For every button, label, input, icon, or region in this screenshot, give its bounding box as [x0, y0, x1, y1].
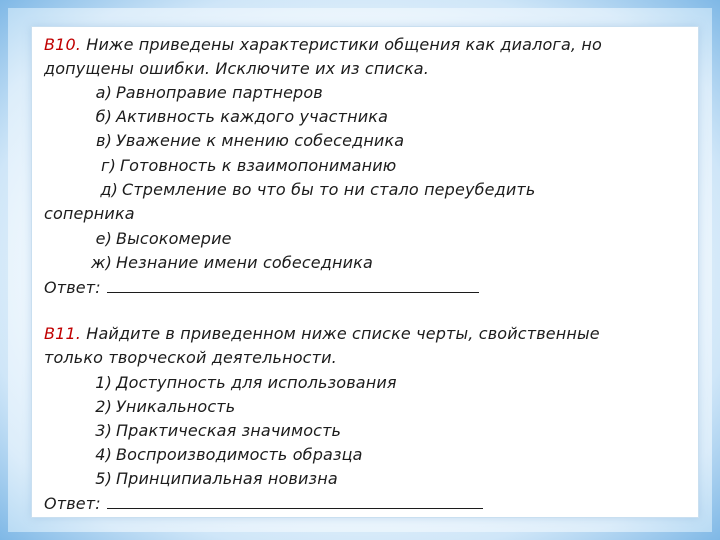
- b11-prompt-text: Найдите в приведенном ниже списке черты, свойственные: [86, 324, 600, 343]
- b10-answer-row: [44, 277, 479, 297]
- answer-blank-field[interactable]: [107, 493, 483, 509]
- list-item: [44, 131, 644, 151]
- b11-prompt-line2: только творческой деятельности.: [44, 348, 337, 367]
- list-item: [44, 229, 644, 249]
- item-text: Активность каждого участника: [116, 107, 389, 126]
- item-text: Доступность для использования: [116, 373, 397, 392]
- item-marker: ж): [91, 253, 112, 272]
- item-marker: 5): [95, 469, 112, 488]
- task-card: [31, 26, 699, 518]
- b10-prompt-text: Ниже приведены характеристики общения как диалога, но: [86, 35, 602, 54]
- list-item: [44, 421, 644, 441]
- list-item: [44, 445, 644, 465]
- list-item: [44, 253, 644, 273]
- b10-prompt-line1: [44, 35, 602, 54]
- item-marker: 3): [95, 421, 112, 440]
- item-marker: д): [100, 180, 118, 199]
- item-marker: а): [95, 83, 112, 102]
- list-item: [44, 107, 644, 127]
- b11-answer-row: [44, 493, 483, 513]
- item-marker: в): [96, 131, 112, 150]
- item-text: Уникальность: [116, 397, 236, 416]
- item-marker: б): [95, 107, 112, 126]
- item-text: Воспроизводимость образца: [116, 445, 363, 464]
- item-text: Незнание имени собеседника: [116, 253, 373, 272]
- answer-blank-field[interactable]: [107, 277, 479, 293]
- item-marker: 2): [95, 397, 112, 416]
- b10-number: В10.: [44, 35, 82, 54]
- list-item: [44, 469, 644, 489]
- item-text: Стремление во что бы то ни стало переубедить: [122, 180, 536, 199]
- list-item: [48, 156, 648, 176]
- item-marker: г): [101, 156, 116, 175]
- item-text: Готовность к взаимопониманию: [120, 156, 397, 175]
- answer-label: Ответ:: [44, 494, 101, 513]
- item-text: Практическая значимость: [116, 421, 342, 440]
- list-item: [44, 83, 644, 103]
- list-item: [44, 397, 644, 417]
- item-text: Высокомерие: [116, 229, 232, 248]
- list-item: [44, 373, 644, 393]
- b11-prompt-line1: [44, 324, 600, 343]
- item-continuation: соперника: [44, 204, 135, 223]
- item-marker: 1): [95, 373, 112, 392]
- item-text: Принципиальная новизна: [116, 469, 338, 488]
- item-marker: 4): [95, 445, 112, 464]
- list-item: [50, 180, 670, 200]
- item-text: Уважение к мнению собеседника: [116, 131, 405, 150]
- b11-number: В11.: [44, 324, 82, 343]
- b10-prompt-line2: допущены ошибки. Исключите их из списка.: [44, 59, 429, 78]
- item-marker: е): [95, 229, 112, 248]
- item-text: Равноправие партнеров: [116, 83, 323, 102]
- answer-label: Ответ:: [44, 278, 101, 297]
